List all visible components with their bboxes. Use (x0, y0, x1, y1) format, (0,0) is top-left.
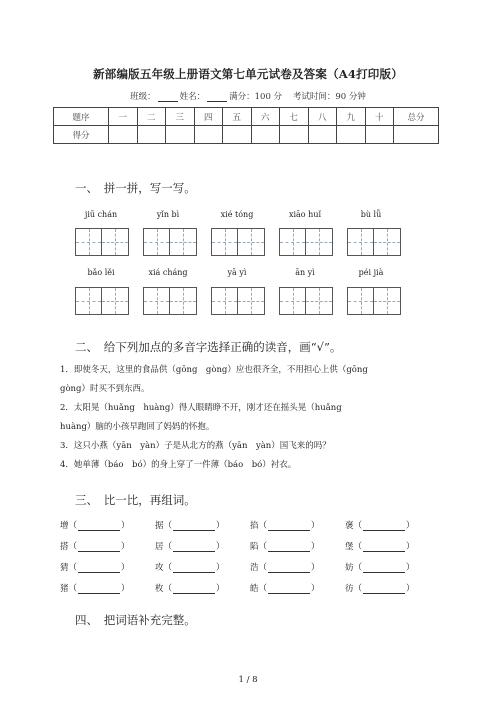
char: 猜 (60, 563, 69, 573)
score-input-cell[interactable] (137, 126, 166, 144)
writing-grid[interactable] (143, 287, 197, 315)
compare-row: 猜（ ） 攻（ ） 浩（ ） 妨（ ） (60, 563, 415, 573)
answer-blank[interactable] (173, 564, 215, 573)
grid-cell[interactable] (306, 288, 332, 314)
grid-cell[interactable] (212, 288, 238, 314)
char: 陷 (250, 542, 259, 552)
pinyin-label: xié tóng (220, 210, 254, 219)
char: 浩 (250, 563, 259, 573)
table-cell: 三 (166, 108, 195, 126)
writing-grid[interactable] (211, 228, 265, 256)
char: 堡 (345, 542, 354, 552)
answer-blank[interactable] (363, 522, 405, 531)
table-cell: 题序 (54, 108, 109, 126)
compare-row: 搭（ ） 居（ ） 陷（ ） 堡（ ） (60, 542, 415, 552)
page-number: 1 / 8 (238, 675, 258, 685)
name-blank (207, 92, 227, 102)
writing-grid[interactable] (75, 287, 129, 315)
table-cell: 四 (194, 108, 223, 126)
exam-time: 考试时间：90 分钟 (292, 92, 366, 102)
pinyin-label: yǐn bì (156, 210, 180, 219)
pinyin-label: bǎo lěi (87, 268, 115, 277)
compare-row: 猪（ ） 枚（ ） 皓（ ） 彷（ ） (60, 584, 415, 594)
score-header-row (54, 108, 439, 126)
class-blank (158, 92, 178, 102)
char: 搭 (60, 542, 69, 552)
score-input-cell[interactable] (194, 126, 223, 144)
answer-blank[interactable] (268, 543, 310, 552)
score-input-cell[interactable] (365, 126, 394, 144)
grid-cell[interactable] (76, 288, 102, 314)
char: 褒 (345, 521, 354, 531)
score-input-cell[interactable] (223, 126, 252, 144)
question-line: 2．太阳晃（huǎng huàng）得人眼睛睁不开，刚才还在摇头晃（huǎng (60, 403, 342, 413)
grid-cell[interactable] (238, 229, 264, 255)
score-input-cell[interactable] (337, 126, 366, 144)
grid-cell[interactable] (374, 288, 400, 314)
pinyin-label: péi jià (358, 268, 384, 277)
writing-grid[interactable] (279, 228, 333, 256)
grid-cell[interactable] (348, 288, 374, 314)
table-cell: 十 (365, 108, 394, 126)
pinyin-label: ān yì (295, 268, 315, 277)
grid-cell[interactable] (102, 288, 128, 314)
grid-cell[interactable] (280, 288, 306, 314)
answer-blank[interactable] (363, 585, 405, 594)
grid-cell[interactable] (238, 288, 264, 314)
pinyin-label: jiū chán (84, 210, 118, 219)
table-cell: 五 (223, 108, 252, 126)
grid-cell[interactable] (76, 229, 102, 255)
table-cell: 得分 (54, 126, 109, 144)
table-cell: 七 (280, 108, 309, 126)
question-line: 1．即使冬天，这里的食品供（gōng gòng）应也很齐全，不用担心上供（gōng (60, 365, 368, 375)
pinyin-label: xiá cháng (148, 268, 188, 277)
table-cell: 八 (308, 108, 337, 126)
answer-blank[interactable] (78, 564, 120, 573)
answer-blank[interactable] (268, 585, 310, 594)
char: 彷 (345, 584, 354, 594)
section4-heading: 四、 把词语补充完整。 (75, 613, 196, 627)
answer-blank[interactable] (268, 564, 310, 573)
answer-blank[interactable] (173, 522, 215, 531)
class-label: 班级： (130, 92, 156, 102)
question-line: 4．她单薄（báo bó）的身上穿了一件薄（báo bó）衬衣。 (60, 460, 297, 470)
table-cell: 六 (251, 108, 280, 126)
table-cell: 一 (109, 108, 138, 126)
writing-grid[interactable] (75, 228, 129, 256)
answer-blank[interactable] (363, 543, 405, 552)
name-label: 姓名： (179, 92, 206, 102)
answer-blank[interactable] (268, 522, 310, 531)
writing-grid[interactable] (143, 228, 197, 256)
grid-cell[interactable] (144, 229, 170, 255)
pinyin-label: bù lǚ (360, 210, 382, 219)
score-input-cell[interactable] (109, 126, 138, 144)
score-table (53, 107, 439, 144)
pinyin-label: yā yì (227, 268, 247, 277)
table-cell: 九 (337, 108, 366, 126)
full-score: 满分：100 分 (229, 92, 283, 102)
grid-cell[interactable] (102, 229, 128, 255)
pinyin-label: xiāo huǐ (288, 210, 322, 219)
answer-blank[interactable] (363, 564, 405, 573)
page-title: 新部编版五年级上册语文第七单元试卷及答案（A4打印版） (93, 67, 403, 81)
exam-info (0, 90, 496, 102)
char: 枚 (155, 584, 164, 594)
section2-heading: 二、 给下列加点的多音字选择正确的读音，画“√”。 (75, 340, 342, 354)
answer-blank[interactable] (78, 522, 120, 531)
score-value-row (54, 126, 439, 144)
writing-grid[interactable] (347, 228, 401, 256)
answer-blank[interactable] (78, 543, 120, 552)
char: 居 (155, 542, 164, 552)
answer-blank[interactable] (173, 543, 215, 552)
table-cell: 二 (137, 108, 166, 126)
char: 攻 (155, 563, 164, 573)
section1-heading: 一、 拼一拼，写一写。 (75, 181, 196, 195)
table-cell: 总分 (394, 108, 439, 126)
char: 据 (155, 521, 164, 531)
score-input-cell[interactable] (251, 126, 280, 144)
char: 妨 (345, 563, 354, 573)
score-input-cell[interactable] (280, 126, 309, 144)
grid-cell[interactable] (306, 229, 332, 255)
score-input-cell[interactable] (394, 126, 439, 144)
writing-grid[interactable] (279, 287, 333, 315)
section3-heading: 三、 比一比，再组词。 (75, 493, 196, 507)
answer-blank[interactable] (78, 585, 120, 594)
score-input-cell[interactable] (308, 126, 337, 144)
grid-cell[interactable] (280, 229, 306, 255)
char: 皓 (250, 584, 259, 594)
compare-row: 增（ ） 据（ ） 掐（ ） 褒（ ） (60, 521, 415, 531)
grid-cell[interactable] (374, 229, 400, 255)
char: 掐 (250, 521, 259, 531)
grid-cell[interactable] (348, 229, 374, 255)
grid-cell[interactable] (170, 288, 196, 314)
grid-cell[interactable] (144, 288, 170, 314)
grid-cell[interactable] (212, 229, 238, 255)
grid-cell[interactable] (170, 229, 196, 255)
score-input-cell[interactable] (166, 126, 195, 144)
writing-grid[interactable] (347, 287, 401, 315)
question-line: huàng）脑的小孩早跑回了妈妈的怀抱。 (60, 422, 215, 432)
question-line: 3．这只小燕（yān yàn）子是从北方的燕（yān yàn）国飞来的吗？ (60, 441, 331, 451)
char: 猪 (60, 584, 69, 594)
question-line: gòng）时买不到东西。 (60, 384, 150, 394)
char: 增 (60, 521, 69, 531)
answer-blank[interactable] (173, 585, 215, 594)
writing-grid[interactable] (211, 287, 265, 315)
